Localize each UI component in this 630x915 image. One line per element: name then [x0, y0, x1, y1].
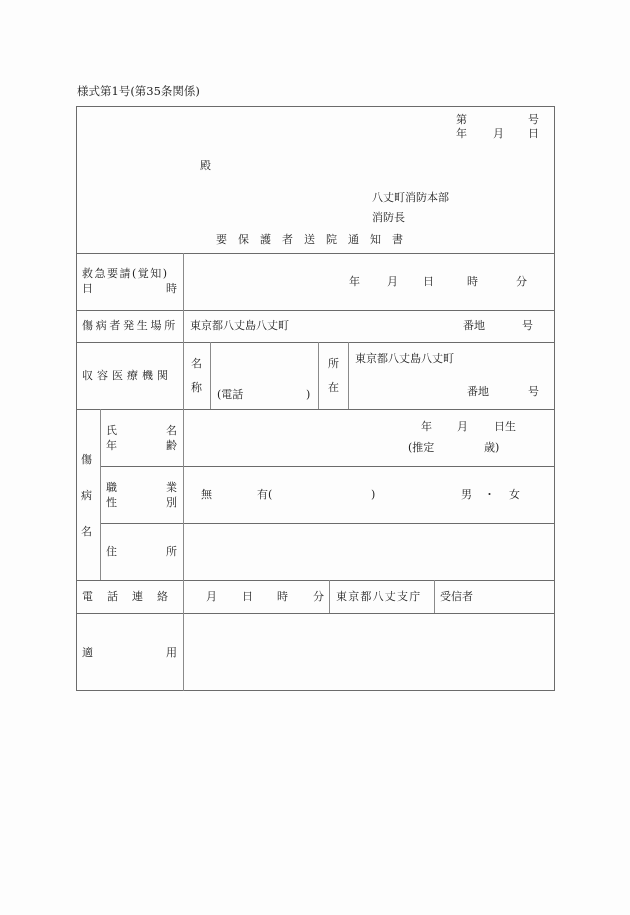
sex-separator: ・ — [484, 488, 495, 501]
addressee-suffix: 殿 — [200, 159, 211, 172]
divider — [183, 253, 184, 691]
address-label-b: 所 — [166, 545, 177, 558]
issuer-title: 消防長 — [372, 211, 405, 224]
request-day: 日 — [423, 275, 434, 288]
age-label-b: 齢 — [166, 439, 177, 452]
issuer-org: 八丈町消防本部 — [372, 191, 449, 204]
request-label-time: 時 — [166, 282, 177, 295]
date-year-label: 年 — [456, 127, 467, 140]
date-month-label: 月 — [493, 127, 504, 140]
birth-month: 月 — [457, 420, 468, 433]
patient-group-label-1: 傷 — [81, 453, 92, 466]
location-go: 号 — [522, 319, 533, 332]
job-none-option[interactable]: 無 — [201, 488, 212, 501]
name-label-b: 名 — [166, 424, 177, 437]
hospital-address-field[interactable] — [351, 368, 551, 406]
address-label-a: 住 — [106, 545, 117, 558]
receiver-field[interactable] — [480, 583, 552, 611]
contact-datetime-field[interactable] — [186, 583, 326, 611]
job-label-b: 業 — [166, 481, 177, 494]
hospital-name-label-1: 名 — [191, 357, 202, 370]
hospital-go: 号 — [528, 385, 539, 398]
divider — [100, 409, 101, 580]
number-suffix: 号 — [528, 113, 539, 126]
sex-male-option[interactable]: 男 — [461, 488, 472, 501]
hospital-banchi: 番地 — [467, 385, 489, 398]
number-prefix: 第 — [456, 113, 467, 126]
request-hour: 時 — [467, 275, 478, 288]
patient-group-label-2: 病 — [81, 489, 92, 502]
sex-label-a: 性 — [106, 496, 117, 509]
contact-minute: 分 — [313, 590, 324, 603]
occupation-field[interactable] — [272, 482, 368, 504]
request-label: 救急要請(覚知) — [82, 267, 169, 280]
divider — [210, 342, 211, 409]
hospital-addr-prefix: 東京都八丈島八丈町 — [355, 352, 454, 365]
divider — [434, 580, 435, 613]
location-prefix: 東京都八丈島八丈町 — [190, 319, 289, 332]
contact-office: 東京都八丈支庁 — [336, 590, 422, 603]
patient-name-field[interactable] — [186, 412, 406, 464]
divider — [76, 310, 555, 311]
divider — [76, 342, 555, 343]
birth-year: 年 — [421, 420, 432, 433]
request-datetime-field[interactable] — [186, 256, 553, 308]
hospital-addr-label-1: 所 — [328, 357, 339, 370]
estimated-age-close: 歳) — [484, 441, 500, 454]
job-label-a: 職 — [106, 481, 117, 494]
location-label: 傷病者発生場所 — [82, 319, 178, 332]
contact-month: 月 — [206, 590, 217, 603]
divider — [76, 409, 555, 410]
birth-day: 日生 — [494, 420, 516, 433]
sex-female-option[interactable]: 女 — [509, 488, 520, 501]
divider — [318, 342, 319, 409]
location-address-field[interactable] — [300, 313, 450, 340]
remarks-label-a: 適 — [82, 646, 93, 659]
divider — [76, 613, 555, 614]
divider — [100, 466, 555, 467]
age-label-a: 年 — [106, 439, 117, 452]
name-label-a: 氏 — [106, 424, 117, 437]
request-month: 月 — [387, 275, 398, 288]
divider — [329, 580, 330, 613]
form-reference: 様式第1号(第35条関係) — [77, 84, 200, 98]
patient-address-field[interactable] — [186, 526, 553, 578]
contact-day: 日 — [242, 590, 253, 603]
hospital-name-label-2: 称 — [191, 381, 202, 394]
document-title: 要保護者送院通知書 — [216, 233, 414, 246]
request-label-day: 日 — [82, 282, 93, 295]
patient-group-label-3: 名 — [81, 525, 92, 538]
date-day-label: 日 — [528, 127, 539, 140]
divider — [100, 523, 555, 524]
receiver-label: 受信者 — [440, 590, 473, 603]
hospital-name-field[interactable] — [213, 345, 316, 383]
hospital-label: 収容医療機関 — [82, 369, 172, 382]
sex-label-b: 別 — [166, 496, 177, 509]
phone-contact-label: 電話連絡 — [82, 590, 182, 603]
hospital-addr-label-2: 在 — [328, 381, 339, 394]
remarks-label-b: 用 — [166, 646, 177, 659]
job-yes-option[interactable]: 有( — [257, 488, 273, 501]
divider — [348, 342, 349, 409]
contact-hour: 時 — [277, 590, 288, 603]
job-yes-close: ) — [371, 488, 376, 501]
request-year: 年 — [349, 275, 360, 288]
hospital-phone-close: ) — [306, 388, 311, 401]
divider — [76, 580, 555, 581]
remarks-field[interactable] — [186, 616, 553, 689]
request-minute: 分 — [516, 275, 527, 288]
hospital-phone-label: (電話 — [217, 388, 244, 401]
divider — [76, 253, 555, 254]
location-banchi: 番地 — [463, 319, 485, 332]
estimated-age-open: (推定 — [408, 441, 435, 454]
